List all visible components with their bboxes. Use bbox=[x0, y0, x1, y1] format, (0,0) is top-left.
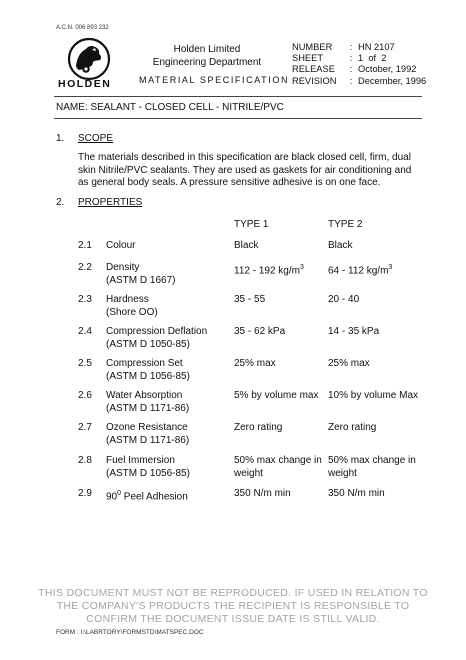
property-number: 2.3 bbox=[78, 294, 92, 305]
scope-text: The materials described in this specification are black closed cell, firm, dual skin Nitrile/PVC sealants. They are used as gaskets for air conditioning and as general body seals. A pressure sensitive adhesive is on one face. bbox=[78, 152, 412, 188]
property-number: 2.6 bbox=[78, 390, 92, 401]
type1-value: 35 - 55 bbox=[234, 294, 266, 305]
document-meta bbox=[292, 42, 426, 87]
meta-value: 1 of 2 bbox=[358, 53, 387, 64]
type1-value: 50% max change in weight bbox=[234, 455, 322, 479]
header-divider bbox=[54, 96, 422, 97]
meta-row-revision: REVISION : December, 1996 bbox=[292, 75, 427, 86]
section-title: SCOPE bbox=[78, 133, 114, 144]
property-standard: (Shore OO) bbox=[106, 306, 158, 318]
meta-label: NUMBER bbox=[292, 42, 333, 52]
property-name: Hardness bbox=[106, 294, 149, 305]
department-name: Engineering Department bbox=[152, 56, 262, 68]
section-number: 2. bbox=[56, 197, 65, 208]
section-title: PROPERTIES bbox=[78, 197, 143, 208]
property-number: 2.1 bbox=[78, 240, 92, 251]
type2-value: 350 N/m min bbox=[328, 488, 385, 499]
property-standard: (ASTM D 1050-85) bbox=[106, 338, 190, 350]
meta-label: SHEET bbox=[292, 53, 323, 64]
meta-value: October, 1992 bbox=[358, 64, 417, 75]
reproduction-warning bbox=[30, 587, 436, 626]
meta-value: HN 2107 bbox=[358, 42, 395, 52]
property-standard: (ASTM D 1171-86) bbox=[106, 402, 190, 414]
type1-value: Black bbox=[234, 240, 259, 251]
type1-value: 25% max bbox=[234, 358, 276, 369]
warning-line: THE COMPANY'S PRODUCTS THE RECIPIENT IS RESPONSIBLE TO bbox=[56, 600, 410, 612]
type2-value: Zero rating bbox=[328, 422, 377, 433]
property-standard: (ASTM D 1056-85) bbox=[106, 467, 190, 479]
section-number: 1. bbox=[56, 133, 65, 144]
meta-row-release: RELEASE : October, 1992 bbox=[292, 64, 417, 75]
property-name: Compression Set bbox=[106, 358, 183, 369]
section-properties-heading bbox=[56, 197, 256, 211]
property-number: 2.2 bbox=[78, 262, 92, 273]
acn-number: A.C.N. 006 893 232 bbox=[56, 25, 109, 31]
property-name-prefix: 90 bbox=[106, 491, 118, 503]
type2-value: 64 - 112 kg/m bbox=[328, 265, 389, 277]
warning-line: THIS DOCUMENT MUST NOT BE REPRODUCED. IF USED IN RELATION TO bbox=[38, 587, 428, 599]
meta-row-sheet: SHEET : 1 of 2 bbox=[292, 53, 387, 64]
type1-value: 35 - 62 kPa bbox=[234, 326, 286, 337]
type2-value: 14 - 35 kPa bbox=[328, 326, 380, 337]
type2-value: 50% max change in weight bbox=[328, 455, 416, 479]
type2-value: Black bbox=[328, 240, 353, 251]
type1-value: 112 - 192 kg/m bbox=[234, 265, 300, 277]
property-standard: (ASTM D 1056-85) bbox=[106, 370, 190, 382]
meta-label: RELEASE bbox=[292, 64, 335, 75]
name-divider bbox=[54, 118, 422, 119]
superscript: 0 bbox=[117, 490, 122, 497]
brand-wordmark: HOLDEN bbox=[58, 78, 112, 90]
spec-title: MATERIAL SPECIFICATION bbox=[139, 75, 290, 85]
section-scope-heading bbox=[56, 133, 256, 147]
property-name: Peel Adhesion bbox=[121, 491, 188, 503]
type2-value: 25% max bbox=[328, 358, 370, 369]
column-header-type2: TYPE 2 bbox=[328, 219, 363, 230]
type1-value: 350 N/m min bbox=[234, 488, 291, 499]
property-number: 2.7 bbox=[78, 422, 92, 433]
type1-value: 5% by volume max bbox=[234, 390, 319, 401]
column-header-type1: TYPE 1 bbox=[234, 219, 269, 230]
property-name: Density bbox=[106, 262, 140, 273]
superscript: 3 bbox=[299, 264, 304, 271]
property-name: Colour bbox=[106, 240, 136, 251]
type1-value: Zero rating bbox=[234, 422, 283, 433]
property-number: 2.5 bbox=[78, 358, 92, 369]
meta-label: REVISION bbox=[292, 75, 337, 86]
meta-row-number: NUMBER : HN 2107 bbox=[292, 42, 395, 52]
company-name: Holden Limited bbox=[173, 44, 241, 55]
company-block bbox=[146, 44, 268, 69]
type2-value: 10% by volume Max bbox=[328, 390, 419, 401]
form-reference: FORM : I:\LABRTORY\FORMSTD\MATSPEC.DOC bbox=[56, 629, 204, 636]
property-standard: (ASTM D 1171-86) bbox=[106, 434, 190, 446]
property-name: Compression Deflation bbox=[106, 326, 208, 337]
property-name: Water Absorption bbox=[106, 390, 183, 401]
warning-line: CONFIRM THE DOCUMENT ISSUE DATE IS STILL VALID. bbox=[86, 613, 380, 625]
property-number: 2.8 bbox=[78, 455, 92, 466]
property-number: 2.9 bbox=[78, 488, 92, 499]
property-name: Ozone Resistance bbox=[106, 422, 188, 433]
type2-value: 20 - 40 bbox=[328, 294, 360, 305]
material-name: NAME: SEALANT - CLOSED CELL - NITRILE/PVC bbox=[56, 102, 284, 113]
superscript: 3 bbox=[388, 264, 393, 271]
property-standard: (ASTM D 1667) bbox=[106, 274, 176, 286]
property-name: Fuel Immersion bbox=[106, 455, 175, 466]
meta-value: December, 1996 bbox=[358, 75, 427, 86]
property-number: 2.4 bbox=[78, 326, 92, 337]
